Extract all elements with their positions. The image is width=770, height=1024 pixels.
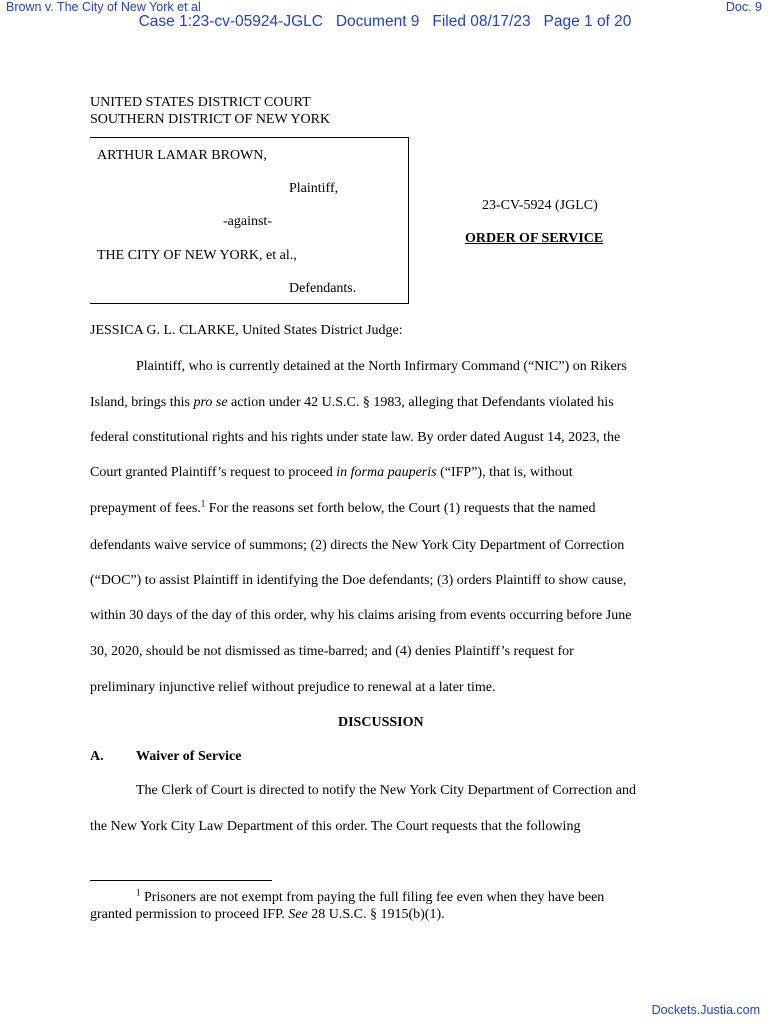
plaintiff-name: ARTHUR LAMAR BROWN, [97,148,267,163]
body-line: preliminary injunctive relief without prejudice to renewal at a later time. [90,680,496,695]
document-title: ORDER OF SERVICE [465,231,604,246]
body-line: federal constitutional rights and his rights under state law. By order dated August 14, 2023, the [90,430,621,445]
doc-number: Doc. 9 [725,0,762,14]
discussion-heading: DISCUSSION [338,715,424,730]
body-line: Plaintiff, who is currently detained at the North Infirmary Command (“NIC”) on Rikers [136,359,627,374]
defendant-name: THE CITY OF NEW YORK, et al., [97,248,297,263]
section-letter: A. [90,749,104,764]
district-name: SOUTHERN DISTRICT OF NEW YORK [90,112,331,127]
body-line: the New York City Law Department of this order. The Court requests that the following [90,819,581,834]
case-title-link[interactable]: Brown v. The City of New York et al [6,0,201,14]
case-number: 23-CV-5924 (JGLC) [482,198,598,213]
court-name: UNITED STATES DISTRICT COURT [90,95,311,110]
plaintiff-role: Plaintiff, [289,181,339,196]
footnote-ref: 1 [200,498,206,509]
section-title: Waiver of Service [136,749,242,764]
footnote-line: $^1$ Prisoners are not exempt from paying the full filing fee even when they have been [136,887,605,905]
body-line: The Clerk of Court is directed to notify the New York City Department of Correction and [136,783,637,798]
judge-line: JESSICA G. L. CLARKE, United States District Judge: [90,323,403,338]
body-line: prepayment of fees.$^1$ For the reasons set forth below, the Court (1) requests that the named [90,498,596,516]
footnote-divider [90,880,272,881]
body-line: Island, brings this pro se action under 42 U.S.C. § 1983, alleging that Defendants violated his [90,395,614,410]
filing-header: Case 1:23-cv-05924-JGLC Document 9 Filed 08/17/23 Page 1 of 20 [138,13,632,30]
body-line: (“DOC”) to assist Plaintiff in identifying the Doe defendants; (3) orders Plaintiff to show cause, [90,573,627,588]
body-line: defendants waive service of summons; (2) directs the New York City Department of Correction [90,538,625,553]
justia-footer-link[interactable]: Dockets.Justia.com [651,1003,760,1017]
body-line: 30, 2020, should be not dismissed as time-barred; and (4) denies Plaintiff’s request for [90,644,574,659]
against-label: -against- [223,214,272,229]
footnote-line: granted permission to proceed IFP. See 28 U.S.C. § 1915(b)(1). [90,907,445,922]
body-line: within 30 days of the day of this order, why his claims arising from events occurring before June [90,608,632,623]
defendant-role: Defendants. [289,281,357,296]
body-line: Court granted Plaintiff’s request to proceed in forma pauperis (“IFP”), that is, without [90,465,573,480]
